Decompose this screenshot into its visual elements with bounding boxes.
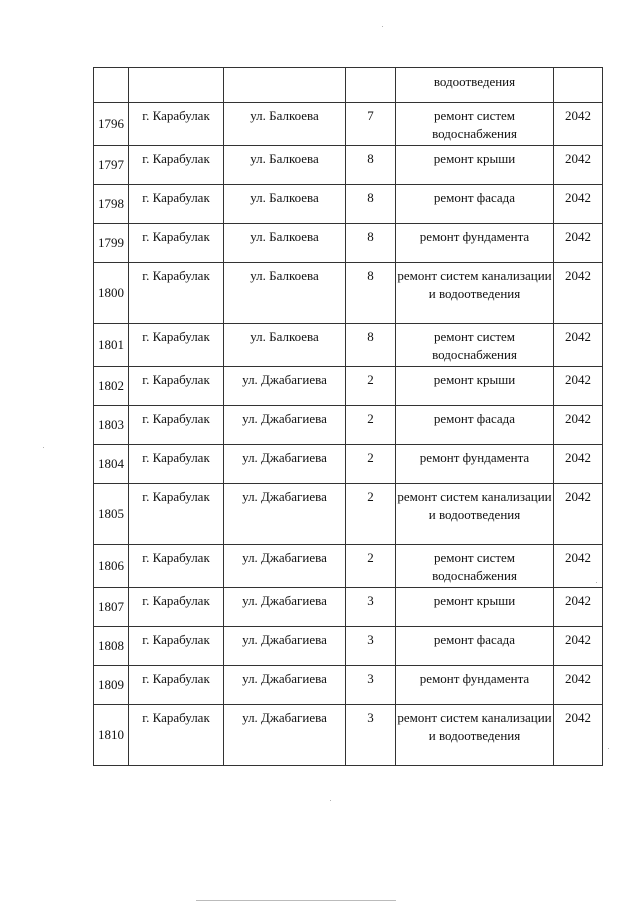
cell-street: ул. Джабагиева [224, 545, 346, 588]
cell-city: г. Карабулак [129, 324, 224, 367]
cell-house: 2 [346, 406, 396, 445]
table-row [94, 263, 603, 324]
cell-house: 2 [346, 445, 396, 484]
table-row [94, 103, 603, 146]
table-row [94, 324, 603, 367]
cell-house: 8 [346, 185, 396, 224]
table-row [94, 445, 603, 484]
cell-house: 3 [346, 666, 396, 705]
cell-house: 7 [346, 103, 396, 146]
cell-work-type: ремонт крыши [396, 367, 554, 406]
cell-city: г. Карабулак [129, 406, 224, 445]
cell-year: 2042 [554, 666, 603, 705]
cell-house: 8 [346, 324, 396, 367]
cell-house: 8 [346, 224, 396, 263]
cell-house [346, 68, 396, 103]
cell-work-type: ремонт систем канализации и водоотведения [396, 705, 554, 766]
cell-street: ул. Балкоева [224, 263, 346, 324]
cell-number: 1806 [94, 545, 129, 588]
cell-city: г. Карабулак [129, 224, 224, 263]
cell-city [129, 68, 224, 103]
cell-number: 1802 [94, 367, 129, 406]
cell-number: 1797 [94, 146, 129, 185]
cell-year: 2042 [554, 705, 603, 766]
cell-work-type: ремонт крыши [396, 588, 554, 627]
cell-work-type: ремонт систем канализации и водоотведения [396, 263, 554, 324]
cell-number: 1799 [94, 224, 129, 263]
cell-work-type: ремонт крыши [396, 146, 554, 185]
cell-house: 2 [346, 367, 396, 406]
cell-work-type: ремонт фасада [396, 406, 554, 445]
cell-street: ул. Балкоева [224, 324, 346, 367]
cell-city: г. Карабулак [129, 367, 224, 406]
cell-work-type: ремонт систем водоснабжения [396, 324, 554, 367]
cell-year: 2042 [554, 367, 603, 406]
cell-street: ул. Джабагиева [224, 484, 346, 545]
cell-street: ул. Джабагиева [224, 588, 346, 627]
cell-city: г. Карабулак [129, 627, 224, 666]
cell-year: 2042 [554, 545, 603, 588]
cell-city: г. Карабулак [129, 103, 224, 146]
cell-year: 2042 [554, 484, 603, 545]
cell-street: ул. Джабагиева [224, 367, 346, 406]
cell-number: 1810 [94, 705, 129, 766]
cell-city: г. Карабулак [129, 705, 224, 766]
cell-work-type: ремонт фундамента [396, 224, 554, 263]
cell-city: г. Карабулак [129, 484, 224, 545]
cell-street: ул. Джабагиева [224, 627, 346, 666]
cell-work-type: ремонт фундамента [396, 445, 554, 484]
scan-speck [382, 26, 383, 27]
cell-street: ул. Джабагиева [224, 705, 346, 766]
cell-street: ул. Балкоева [224, 224, 346, 263]
cell-number: 1808 [94, 627, 129, 666]
table-body [94, 68, 603, 766]
cell-year: 2042 [554, 103, 603, 146]
cell-number: 1809 [94, 666, 129, 705]
cell-year: 2042 [554, 146, 603, 185]
table-row [94, 367, 603, 406]
cell-year: 2042 [554, 406, 603, 445]
cell-street [224, 68, 346, 103]
cell-number: 1804 [94, 445, 129, 484]
table-row [94, 185, 603, 224]
cell-house: 3 [346, 705, 396, 766]
cell-city: г. Карабулак [129, 588, 224, 627]
scan-edge-mark [196, 900, 396, 901]
scan-speck [330, 800, 331, 801]
cell-city: г. Карабулак [129, 666, 224, 705]
cell-house: 2 [346, 545, 396, 588]
cell-city: г. Карабулак [129, 545, 224, 588]
cell-number: 1800 [94, 263, 129, 324]
cell-city: г. Карабулак [129, 185, 224, 224]
cell-number: 1801 [94, 324, 129, 367]
cell-house: 8 [346, 146, 396, 185]
table-row [94, 627, 603, 666]
table-row [94, 588, 603, 627]
cell-street: ул. Джабагиева [224, 445, 346, 484]
cell-city: г. Карабулак [129, 146, 224, 185]
table-row [94, 484, 603, 545]
table-row [94, 705, 603, 766]
cell-work-type: ремонт систем водоснабжения [396, 103, 554, 146]
table-row [94, 666, 603, 705]
cell-work-type: ремонт фасада [396, 185, 554, 224]
cell-number: 1805 [94, 484, 129, 545]
cell-city: г. Карабулак [129, 445, 224, 484]
table-row [94, 406, 603, 445]
cell-work-type: водоотведения [396, 68, 554, 103]
cell-number: 1803 [94, 406, 129, 445]
cell-city: г. Карабулак [129, 263, 224, 324]
cell-number: 1807 [94, 588, 129, 627]
scan-speck [43, 447, 44, 448]
cell-street: ул. Балкоева [224, 146, 346, 185]
scan-speck [596, 582, 597, 583]
cell-number [94, 68, 129, 103]
cell-year: 2042 [554, 185, 603, 224]
cell-work-type: ремонт систем водоснабжения [396, 545, 554, 588]
cell-year: 2042 [554, 324, 603, 367]
cell-number: 1798 [94, 185, 129, 224]
cell-year: 2042 [554, 627, 603, 666]
repair-schedule-table [93, 67, 603, 766]
cell-street: ул. Балкоева [224, 185, 346, 224]
table-row [94, 545, 603, 588]
cell-house: 8 [346, 263, 396, 324]
table-row [94, 146, 603, 185]
cell-year [554, 68, 603, 103]
cell-year: 2042 [554, 263, 603, 324]
cell-house: 3 [346, 627, 396, 666]
cell-work-type: ремонт фундамента [396, 666, 554, 705]
cell-street: ул. Джабагиева [224, 406, 346, 445]
cell-year: 2042 [554, 445, 603, 484]
cell-street: ул. Балкоева [224, 103, 346, 146]
cell-house: 3 [346, 588, 396, 627]
cell-street: ул. Джабагиева [224, 666, 346, 705]
cell-work-type: ремонт фасада [396, 627, 554, 666]
cell-year: 2042 [554, 224, 603, 263]
scan-speck [608, 748, 609, 749]
table-row-continuation [94, 68, 603, 103]
cell-year: 2042 [554, 588, 603, 627]
table-row [94, 224, 603, 263]
cell-number: 1796 [94, 103, 129, 146]
cell-work-type: ремонт систем канализации и водоотведения [396, 484, 554, 545]
cell-house: 2 [346, 484, 396, 545]
